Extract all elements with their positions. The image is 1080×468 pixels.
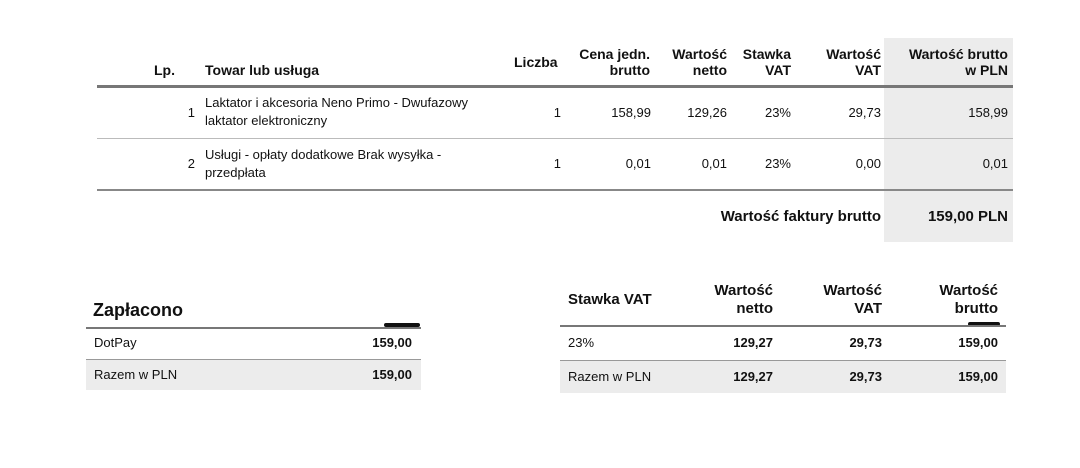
header-divider [97,85,1013,88]
header-vat-rate: Stawka VAT [742,46,791,78]
header-vat: Wartość VAT [823,282,882,317]
header-vat-value: Wartość VAT [826,46,881,78]
paid-table: Zapłacono DotPay 159,00 Razem w PLN 159,00 [86,290,421,390]
header-vat-rate: Stawka VAT [568,291,652,308]
header-lp: Lp. [154,62,175,78]
header-net: Wartość netto [672,46,727,78]
item-description: Laktator i akcesoria Neno Primo - Dwufazowy laktator elektroniczny [205,95,468,128]
paid-title: Zapłacono [93,300,184,320]
table-bottom-divider [97,189,1013,191]
paid-header-divider [86,327,421,329]
invoice-total-label: Wartość faktury brutto [720,208,881,225]
table-row: Razem w PLN 129,27 29,73 159,00 [560,361,1006,393]
header-gross: Wartość brutto [939,282,998,317]
invoice-items-table: Lp. Towar lub usługa Liczba Cena jedn. brutto Wartość netto Stawka VAT Wartość VAT Wartość brutto w PLN 1 Laktator i akcesoria Neno Primo - Dwufazowy laktator elektroniczny 1 158,99 129,26 23% 29,73 158,99 2 Usługi - opłaty dodatkowe Brak wysyłka - przedpłata 1 0,01 0,01 23% 0,00 0,01 Wartość faktury brutto 159,00 PLN [97,0,1013,245]
invoice-total-value: 159,00 PLN [927,208,1008,225]
header-unit-price: Cena jedn. brutto [579,46,650,78]
table-row: Razem w PLN 159,00 [86,360,421,390]
item-description: Usługi - opłaty dodatkowe Brak wysyłka - przedpłata [205,147,442,180]
header-item: Towar lub usługa [205,62,320,78]
row-divider [97,138,1013,139]
header-gross: Wartość brutto w PLN [908,46,1008,78]
vat-summary-table: Stawka VAT Wartość netto Wartość VAT Wartość brutto 23% 129,27 29,73 159,00 Razem w PLN 129,27 29,73 159,00 [560,270,1006,395]
header-net: Wartość netto [714,282,773,317]
header-qty: Liczba [514,54,558,70]
vat-header-divider [560,325,1006,327]
